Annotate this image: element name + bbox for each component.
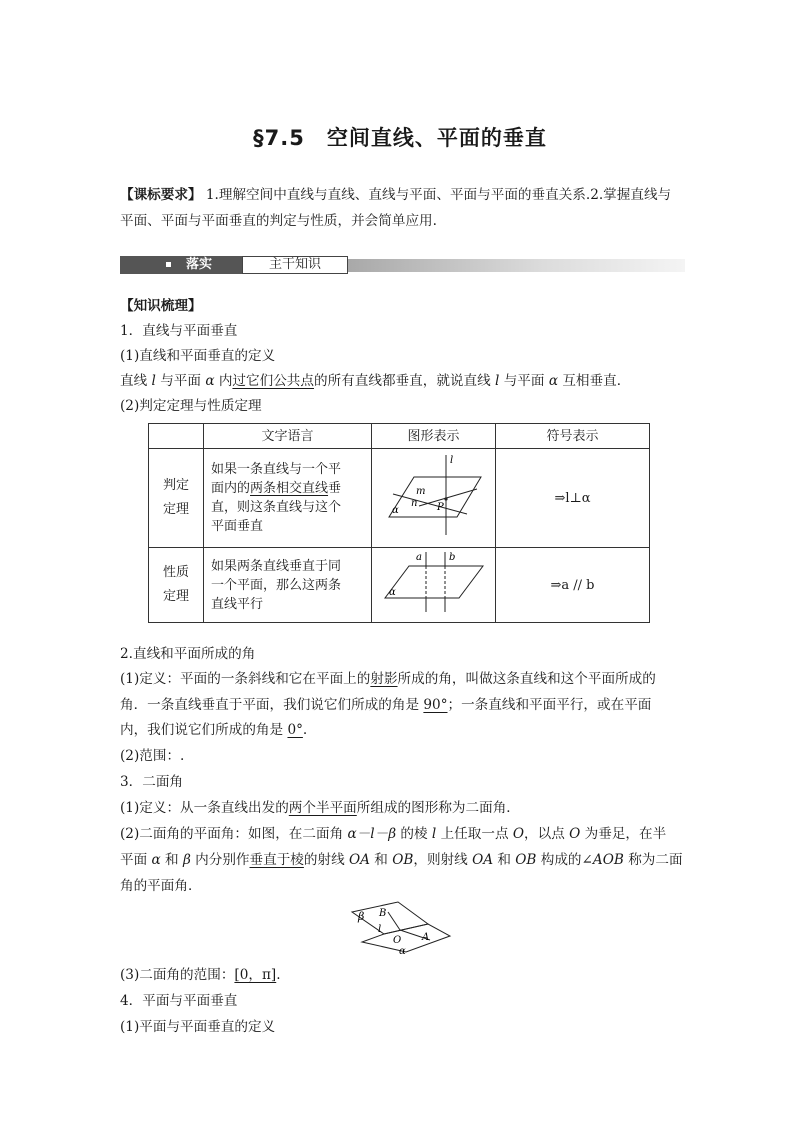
theorem-table — [148, 423, 650, 623]
row-text — [204, 449, 372, 548]
requirement-text-1: 1.理解空间中直线与直线、直线与平面、平面与平面的垂直关系.2.掌握直线与 — [205, 187, 672, 203]
text: 与平面 — [155, 373, 206, 389]
text: 直线 — [120, 373, 152, 389]
underlined-answer: [0，π] — [234, 967, 277, 983]
s3-plane-angle-line-2 — [120, 851, 683, 869]
text: (3)二面角的范围： — [120, 967, 235, 983]
text: 和 — [160, 852, 183, 868]
row-text-line: 如果一条直线与一个平 — [211, 462, 342, 477]
text: 的棱 — [396, 826, 432, 842]
row-label-line: 定理 — [162, 502, 189, 517]
fig-label-l: l — [449, 455, 453, 466]
text: ，以点 — [524, 826, 570, 842]
underlined-answer: 垂直于棱 — [249, 852, 304, 868]
fig-label-m: m — [415, 486, 425, 497]
s1-definition — [120, 372, 630, 390]
s4-sub1: (1)平面与平面垂直的定义 — [120, 1019, 276, 1035]
text: 和 — [493, 852, 516, 868]
text: 角．一条直线垂直于平面，我们说它们所成的角是 — [120, 697, 424, 713]
requirement-line-1 — [120, 186, 671, 204]
table-row — [149, 548, 650, 623]
var: O — [569, 826, 581, 842]
fig-label-o: O — [393, 935, 402, 946]
table-header: 符号表示 — [496, 424, 650, 449]
fig-label-a: A — [422, 932, 430, 943]
table-header: 文字语言 — [204, 424, 372, 449]
var-alpha: α — [205, 373, 215, 389]
text: 内，我们说它们所成的角是 — [120, 722, 288, 738]
var: α — [151, 852, 161, 868]
fig-label-l: l — [378, 924, 382, 935]
text: 垂 — [328, 481, 342, 496]
var: AOB — [592, 852, 624, 868]
underlined-answer: 过它们公共点 — [232, 373, 314, 389]
s3-plane-angle-line-1 — [120, 825, 666, 843]
text: 的所有直线都垂直，就说直线 — [313, 373, 496, 389]
table-header: 图形表示 — [372, 424, 496, 449]
var-l: l — [495, 373, 500, 389]
fig-label-alpha: α — [391, 505, 399, 516]
row-symbol: ⇒l⊥α — [496, 449, 650, 548]
square-bullet-icon — [166, 262, 171, 267]
text: 所组成的图形称为二面角． — [356, 800, 520, 816]
dihedral-angle-figure — [348, 898, 454, 956]
text: ；一条直线和平面平行，或在平面 — [447, 697, 652, 713]
banner-tag-text: 落实 — [186, 257, 213, 272]
s1-sub1: (1)直线和平面垂直的定义 — [120, 348, 276, 364]
s2-range: (2)范围：. — [120, 748, 185, 764]
text: ，则射线 — [413, 852, 473, 868]
fig-label-alpha: α — [388, 587, 396, 598]
s4-heading: 4．平面与平面垂直 — [120, 993, 238, 1009]
text: 的射线 — [303, 852, 349, 868]
underlined-answer: 0° — [287, 722, 303, 738]
s2-line-2 — [120, 696, 651, 714]
fig-label-b: B — [379, 908, 387, 919]
underlined-answer: 两条相交直线 — [250, 481, 329, 496]
var: l — [431, 826, 437, 842]
underlined-answer: 射影 — [370, 671, 398, 687]
text: 称为二面 — [623, 852, 683, 868]
s1-heading: 1．直线与平面垂直 — [120, 323, 238, 339]
text: 和 — [369, 852, 393, 868]
fig-label-b: b — [448, 552, 455, 563]
requirement-line-2: 平面、平面与平面垂直的判定与性质，并会简单应用. — [120, 213, 437, 229]
row-text-line: 一个平面，那么这两条 — [211, 577, 342, 593]
dihedral-notation: α－l－β — [347, 826, 397, 842]
text: (2)二面角的平面角：如图，在二面角 — [120, 826, 348, 842]
row-text-line: 直线平行 — [211, 596, 264, 612]
text: 构成的∠ — [536, 852, 593, 868]
table-row — [149, 449, 650, 548]
text: 为垂足，在半 — [580, 826, 667, 842]
row-label-line: 判定 — [162, 478, 189, 493]
fig-label-alpha: α — [399, 946, 406, 956]
var: β — [182, 852, 191, 868]
row-text-line — [211, 479, 371, 498]
row-text-line: 平面垂直 — [211, 519, 264, 534]
row-label — [149, 548, 204, 623]
requirement-label: 【课标要求】 — [120, 187, 202, 203]
perpendicular-line-plane-figure — [379, 449, 489, 541]
s1-sub2: (2)判定定理与性质定理 — [120, 398, 262, 414]
row-figure — [372, 449, 496, 548]
text: (1)定义：平面的一条斜线和它在平面上的 — [120, 671, 371, 687]
text: 平面 — [120, 852, 152, 868]
banner-box: 主干知识 — [242, 256, 348, 274]
s3-plane-angle-line-3: 角的平面角． — [120, 878, 202, 894]
text: 上任取一点 — [436, 826, 513, 842]
text: . — [302, 722, 308, 738]
row-label-line: 性质 — [162, 565, 189, 580]
var-l: l — [151, 373, 156, 389]
s2-line-1 — [120, 670, 656, 688]
text: . — [276, 967, 281, 983]
fig-label-beta: β — [358, 910, 365, 923]
row-text — [204, 548, 372, 623]
fig-label-p: P — [436, 502, 444, 513]
underlined-answer: 两个半平面 — [288, 800, 357, 816]
var: OB — [392, 852, 414, 868]
s3-heading: 3．二面角 — [120, 774, 184, 790]
var: O — [512, 826, 525, 842]
text: (1)定义：从一条直线出发的 — [120, 800, 289, 816]
s2-line-3 — [120, 721, 307, 739]
row-figure — [372, 548, 496, 623]
row-text-line: 直，则这条直线与这个 — [211, 500, 342, 515]
row-label-line: 定理 — [162, 589, 189, 604]
row-label — [149, 449, 204, 548]
banner-tag — [120, 256, 242, 274]
table-header — [149, 424, 204, 449]
underlined-answer: 90° — [423, 697, 448, 713]
s3-definition — [120, 799, 520, 817]
s2-heading: 2.直线和平面所成的角 — [120, 646, 256, 662]
page-title: §7.5 空间直线、平面的垂直 — [253, 126, 547, 150]
s3-range — [120, 966, 281, 984]
fig-label-n: n — [410, 498, 417, 509]
var-alpha: α — [548, 373, 559, 389]
text: 与平面 — [499, 373, 549, 389]
row-symbol: ⇒a // b — [496, 548, 650, 623]
var: OB — [515, 852, 537, 868]
text: 面内的 — [211, 481, 251, 496]
section-banner — [120, 256, 685, 274]
text: 内分别作 — [190, 852, 250, 868]
var: OA — [349, 852, 370, 868]
fig-label-a: a — [415, 552, 422, 563]
text: 内 — [214, 373, 233, 389]
table-header-row — [149, 424, 650, 449]
text: 互相垂直． — [558, 373, 631, 389]
parallel-lines-plane-figure — [379, 548, 489, 616]
section-label: 【知识梳理】 — [120, 298, 202, 314]
row-text-line: 如果两条直线垂直于同 — [211, 558, 342, 574]
text: 所成的角，叫做这条直线和这个平面所成的 — [397, 671, 656, 687]
var: OA — [472, 852, 494, 868]
